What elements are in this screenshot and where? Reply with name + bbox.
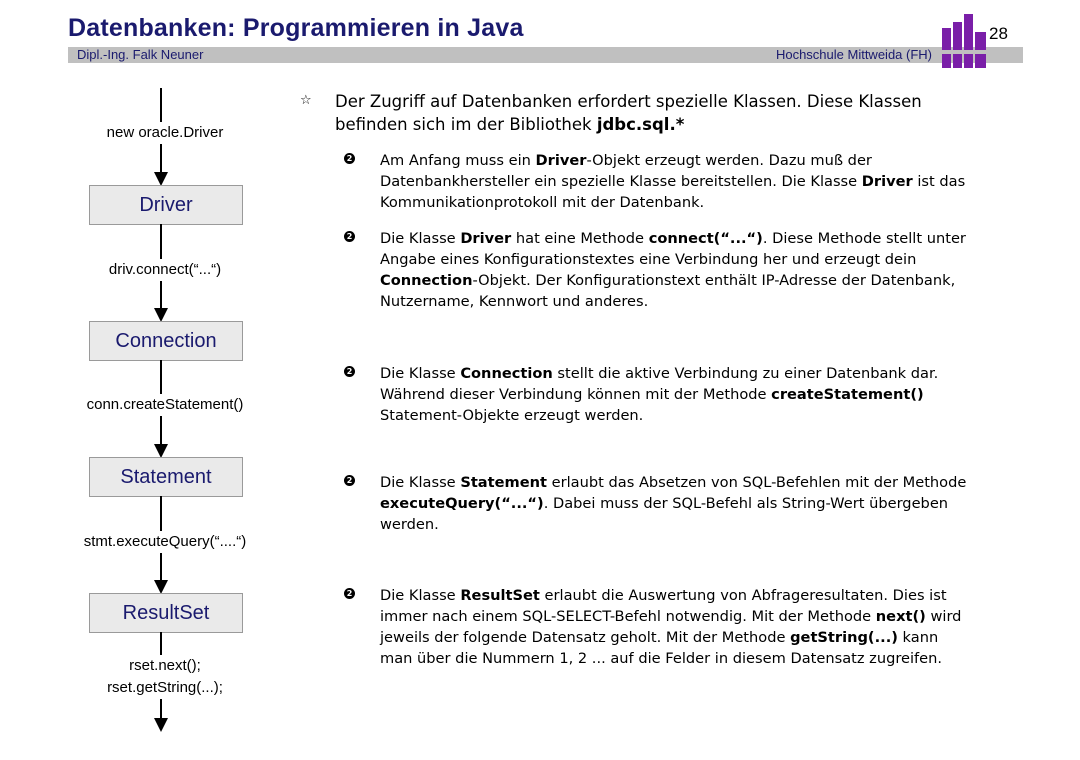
star-bullet-icon: ☆ <box>300 93 312 108</box>
call-execute-query: stmt.executeQuery(“....“) <box>40 531 290 553</box>
sub-bullet-connect <box>344 228 969 312</box>
sub-bullet-driver <box>344 150 969 213</box>
sub-bullet-text: Am Anfang muss ein Driver-Objekt erzeugt werden. Dazu muß der Datenbankhersteller ein spezielle Klasse bereitstellen. Die Klasse Driver ist das Kommunikationprotokoll mit der Datenbank. <box>380 152 966 211</box>
circled-number-icon: 2 <box>344 153 355 164</box>
call-create-statement: conn.createStatement() <box>40 394 290 416</box>
circled-number-icon: 2 <box>344 475 355 486</box>
sub-bullet-text: Die Klasse Connection stellt die aktive Verbindung zu einer Datenbank dar. Während dieser Verbindung können mit der Methode createStatement() Statement-Objekte erzeugt werden. <box>380 365 939 424</box>
slide-title: Datenbanken: Programmieren in Java <box>68 14 524 42</box>
call-driver-connect: driv.connect(“...“) <box>40 259 290 281</box>
arrow-down-icon <box>154 444 168 458</box>
university-logo-icon <box>940 14 988 70</box>
arrow-down-icon <box>154 718 168 732</box>
page-number: 28 <box>989 24 1008 43</box>
arrow-down-icon <box>154 308 168 322</box>
institution-name: Hochschule Mittweida (FH) <box>775 47 932 62</box>
circled-number-icon: 2 <box>344 588 355 599</box>
arrow-down-icon <box>154 580 168 594</box>
main-bullet-text: Der Zugriff auf Datenbanken erfordert spezielle Klassen. Diese Klassen befinden sich im der Bibliothek jdbc.sql.* <box>335 92 922 134</box>
box-connection: Connection <box>89 321 243 361</box>
circled-number-icon: 2 <box>344 231 355 242</box>
circled-number-icon: 2 <box>344 366 355 377</box>
arrow-down-icon <box>154 172 168 186</box>
sub-bullet-resultset <box>344 585 969 669</box>
call-new-driver: new oracle.Driver <box>40 122 290 144</box>
sub-bullet-text: Die Klasse ResultSet erlaubt die Auswertung von Abfrageresultaten. Dies ist immer nach einem SQL-SELECT-Befehl notwendig. Mit der Methode next() wird jeweils der folgende Datensatz geholt. Mit der Methode getString(...) kann man über die Nummern 1, 2 ... auf die Felder in diesem Datensatz zugreifen. <box>380 587 962 667</box>
call-rset-next: rset.next(); <box>40 655 290 677</box>
sub-bullet-text: Die Klasse Driver hat eine Methode connect(“...“). Diese Methode stellt unter Angabe eines Konfigurationstextes eine Verbindung her und erzeugt dein Connection-Objekt. Der Konfigurationstext enthält IP-Adresse der Datenbank, Nutzername, Kennwort und anderes. <box>380 230 966 310</box>
sub-bullet-statement <box>344 472 969 535</box>
call-rset-getstring: rset.getString(...); <box>40 677 290 699</box>
box-driver: Driver <box>89 185 243 225</box>
sub-bullet-connection <box>344 363 969 426</box>
main-bullet <box>300 90 940 136</box>
jdbc-flow-diagram <box>0 0 330 760</box>
author-name: Dipl.-Ing. Falk Neuner <box>77 47 204 62</box>
box-resultset: ResultSet <box>89 593 243 633</box>
box-statement: Statement <box>89 457 243 497</box>
sub-bullet-text: Die Klasse Statement erlaubt das Absetzen von SQL-Befehlen mit der Methode executeQuery(“...“). Dabei muss der SQL-Befehl als String-Wert übergeben werden. <box>380 474 967 533</box>
